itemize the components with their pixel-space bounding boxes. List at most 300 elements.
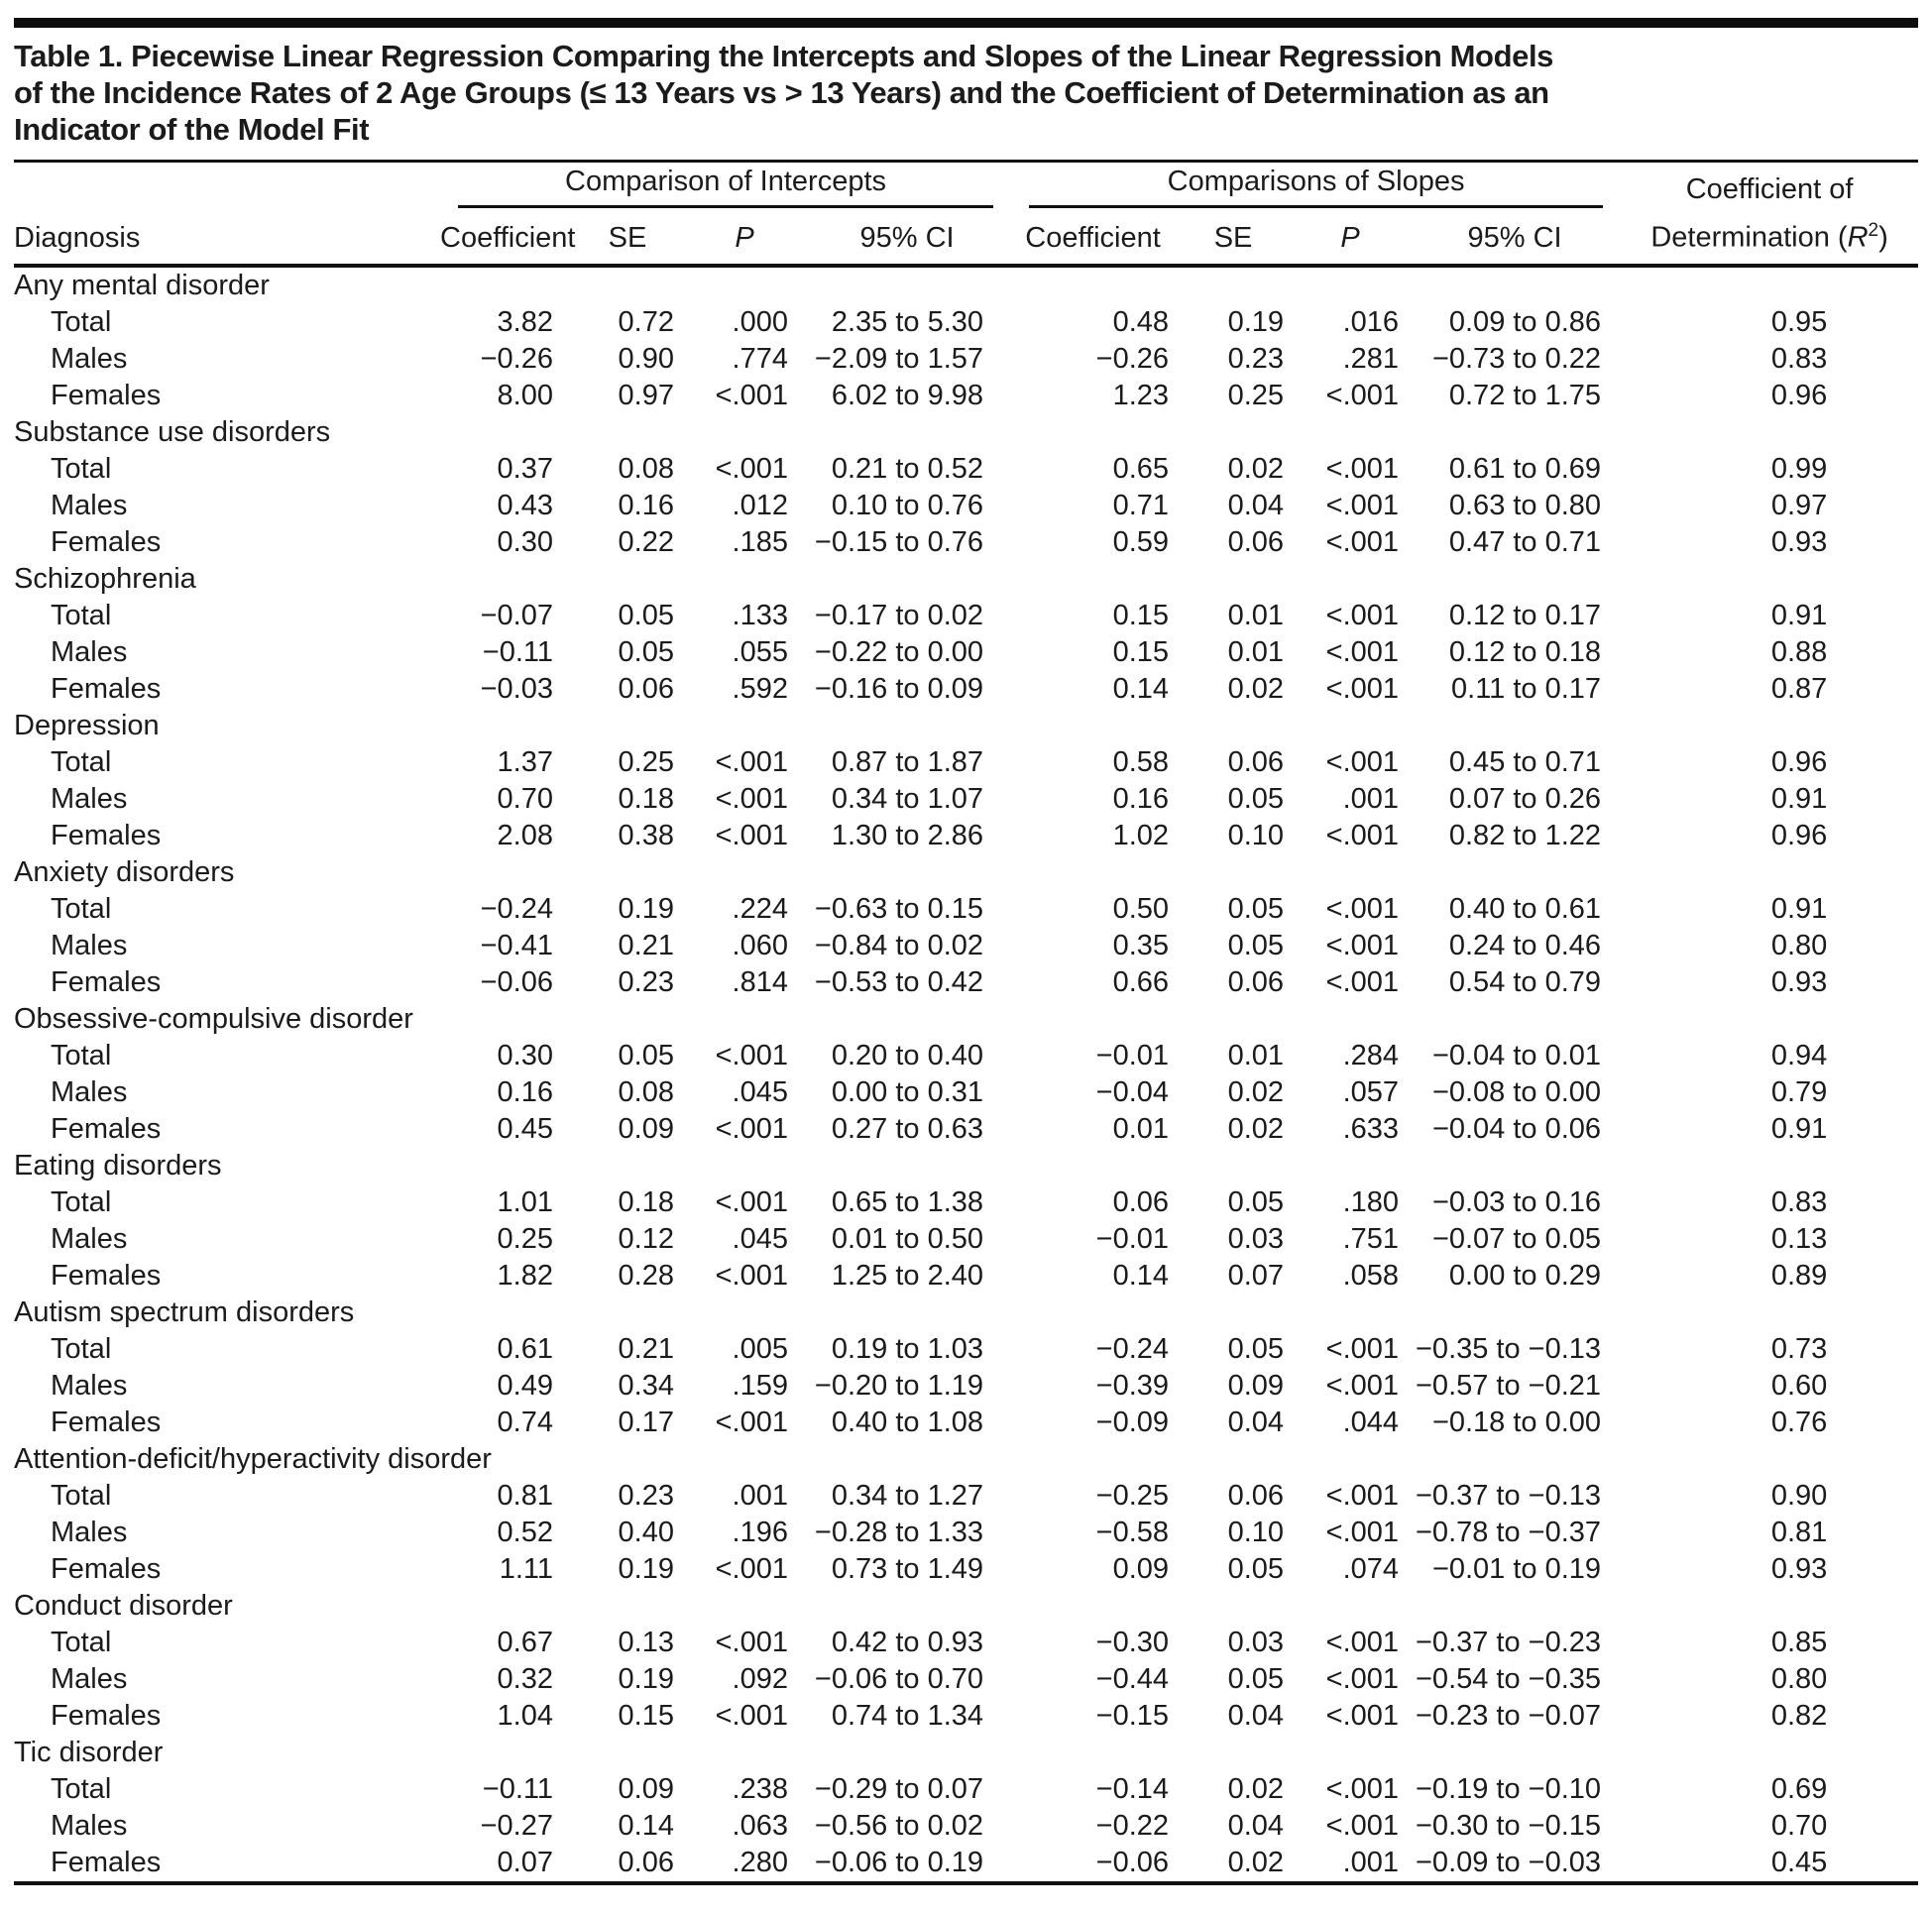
table-bottom-rule: [14, 1881, 1918, 1885]
diagnosis-group-label: Obsessive-compulsive disorder: [14, 1002, 413, 1035]
diagnosis-group-label: Attention-deficit/hyperactivity disorder: [14, 1442, 492, 1475]
slope-coefficient-cell: −0.14: [1095, 1772, 1170, 1805]
slope-ci-cell: −0.08 to 0.00: [1431, 1075, 1602, 1108]
slope-coefficient-cell: 0.15: [1112, 635, 1170, 668]
intercept-se-cell: 0.18: [618, 782, 674, 815]
intercept-ci-cell: −0.28 to 1.33: [814, 1516, 984, 1548]
slope-p-cell: .633: [1342, 1112, 1400, 1145]
r2-cell: 0.90: [1770, 1479, 1828, 1512]
table-row: [14, 1221, 1918, 1258]
intercept-se-cell: 0.05: [618, 599, 674, 631]
slope-coefficient-cell: 0.58: [1112, 745, 1170, 778]
slope-p-cell: <.001: [1325, 635, 1400, 668]
diagnosis-cell: Males: [51, 782, 128, 815]
r2-cell: 0.91: [1770, 599, 1828, 631]
diagnosis-cell: Females: [51, 965, 162, 998]
diagnosis-cell: Females: [51, 1406, 162, 1438]
slope-coefficient-cell: 1.02: [1112, 819, 1170, 851]
table-row: [14, 1368, 1918, 1405]
intercept-p-cell: .045: [732, 1222, 788, 1255]
slope-ci-header: 95% CI: [1409, 208, 1621, 266]
intercept-p-cell: <.001: [715, 745, 788, 778]
intercept-coefficient-cell: 2.08: [497, 819, 553, 851]
intercept-p-cell: <.001: [715, 1259, 788, 1292]
intercept-p-cell: .774: [732, 342, 788, 375]
diagnosis-cell: Males: [51, 489, 128, 521]
slope-ci-cell: −0.23 to −0.07: [1416, 1699, 1602, 1732]
diagnosis-group-row: [14, 1588, 1918, 1625]
slope-ci-cell: 0.12 to 0.18: [1448, 635, 1602, 668]
r2-header-bottom: [1621, 208, 1918, 266]
intercept-p-cell: <.001: [715, 1626, 788, 1658]
intercept-p-cell: .196: [732, 1516, 788, 1548]
slope-p-cell: <.001: [1325, 452, 1400, 485]
diagnosis-group-label: Depression: [14, 709, 160, 741]
intercepts-group-label: Comparison of Intercepts: [458, 165, 993, 208]
intercept-se-cell: 0.08: [618, 1075, 674, 1108]
slope-coefficient-cell: 0.65: [1112, 452, 1170, 485]
intercept-se-cell: 0.23: [618, 1479, 674, 1512]
intercept-se-cell: 0.06: [618, 672, 674, 705]
slope-p-cell: <.001: [1325, 1699, 1400, 1732]
slope-ci-cell: −0.04 to 0.01: [1431, 1039, 1602, 1071]
table-row: [14, 781, 1918, 818]
diagnosis-cell: Males: [51, 1222, 128, 1255]
r2-cell: 0.76: [1770, 1406, 1828, 1438]
diagnosis-cell: Females: [51, 1846, 162, 1878]
table-row: [14, 341, 1918, 378]
slope-se-cell: 0.02: [1227, 672, 1285, 705]
intercept-ci-cell: 2.35 to 5.30: [831, 305, 984, 338]
p-italic: P: [1340, 221, 1360, 254]
intercept-se-cell: 0.08: [618, 452, 674, 485]
intercept-p-cell: <.001: [715, 1699, 788, 1732]
slope-se-cell: 0.06: [1227, 525, 1285, 558]
intercept-coefficient-cell: −0.03: [480, 672, 553, 705]
intercept-ci-cell: 0.42 to 0.93: [831, 1626, 984, 1658]
table-row: [14, 891, 1918, 928]
intercept-ci-cell: 0.34 to 1.27: [831, 1479, 984, 1512]
slope-p-cell: <.001: [1325, 929, 1400, 961]
r2-cell: 0.95: [1770, 305, 1828, 338]
slope-se-cell: 0.03: [1227, 1222, 1285, 1255]
regression-table: [14, 165, 1918, 1881]
intercept-p-cell: <.001: [715, 1406, 788, 1438]
table-row: [14, 1771, 1918, 1808]
slope-coefficient-cell: 0.14: [1112, 1259, 1170, 1292]
intercept-p-cell: .592: [732, 672, 788, 705]
slope-ci-cell: 0.61 to 0.69: [1448, 452, 1602, 485]
intercept-p-cell: <.001: [715, 819, 788, 851]
r2-cell: 0.80: [1770, 1662, 1828, 1695]
table-row: [14, 1808, 1918, 1845]
slope-p-cell: <.001: [1325, 599, 1400, 631]
slope-coefficient-cell: 0.15: [1112, 599, 1170, 631]
slope-coefficient-cell: 0.16: [1112, 782, 1170, 815]
intercept-ci-cell: −0.15 to 0.76: [814, 525, 984, 558]
slope-ci-cell: 0.45 to 0.71: [1448, 745, 1602, 778]
slope-se-cell: 0.02: [1227, 1112, 1285, 1145]
diagnosis-cell: Females: [51, 672, 162, 705]
slope-p-cell: .074: [1342, 1552, 1400, 1585]
slope-p-cell: <.001: [1325, 745, 1400, 778]
intercept-se-header: SE: [569, 208, 686, 266]
intercept-p-cell: .001: [732, 1479, 788, 1512]
slope-coefficient-cell: −0.26: [1095, 342, 1170, 375]
intercept-ci-cell: −0.84 to 0.02: [814, 929, 984, 961]
slope-ci-cell: −0.30 to −0.15: [1416, 1809, 1602, 1842]
table-row: [14, 1478, 1918, 1515]
slope-p-cell: <.001: [1325, 1332, 1400, 1365]
table-row: [14, 1698, 1918, 1735]
intercept-se-cell: 0.05: [618, 635, 674, 668]
slope-p-cell: <.001: [1325, 819, 1400, 851]
slope-se-header: SE: [1175, 208, 1292, 266]
slope-se-cell: 0.05: [1227, 1185, 1285, 1218]
table-row: [14, 304, 1918, 341]
table-row: [14, 1184, 1918, 1221]
slope-ci-cell: −0.57 to −0.21: [1416, 1369, 1602, 1402]
r2-cell: 0.83: [1770, 1185, 1828, 1218]
slope-coefficient-cell: −0.39: [1095, 1369, 1170, 1402]
column-header-row: [14, 208, 1918, 266]
r2-cell: 0.87: [1770, 672, 1828, 705]
slope-ci-cell: −0.78 to −0.37: [1416, 1516, 1602, 1548]
title-rule: [14, 160, 1918, 163]
intercept-p-cell: <.001: [715, 782, 788, 815]
intercept-p-cell: <.001: [715, 1039, 788, 1071]
slope-coefficient-cell: −0.44: [1095, 1662, 1170, 1695]
intercept-se-cell: 0.23: [618, 965, 674, 998]
intercept-ci-cell: 0.65 to 1.38: [831, 1185, 984, 1218]
intercept-se-cell: 0.97: [618, 379, 674, 411]
intercept-p-cell: .280: [732, 1846, 788, 1878]
slope-se-cell: 0.23: [1227, 342, 1285, 375]
intercept-se-cell: 0.72: [618, 305, 674, 338]
diagnosis-cell: Males: [51, 1369, 128, 1402]
p-italic: P: [735, 221, 754, 254]
slope-p-cell: <.001: [1325, 1516, 1400, 1548]
intercept-se-cell: 0.05: [618, 1039, 674, 1071]
slope-p-cell: <.001: [1325, 525, 1400, 558]
diagnosis-group-row: [14, 1148, 1918, 1184]
intercept-p-cell: .224: [732, 892, 788, 925]
intercept-ci-cell: −0.17 to 0.02: [814, 599, 984, 631]
r2-cell: 0.82: [1770, 1699, 1828, 1732]
slope-coefficient-cell: −0.24: [1095, 1332, 1170, 1365]
intercept-coefficient-cell: 0.30: [497, 1039, 553, 1071]
intercept-coefficient-cell: 0.74: [497, 1406, 553, 1438]
diagnosis-group-label: Tic disorder: [14, 1736, 164, 1768]
r2-cell: 0.45: [1770, 1846, 1828, 1878]
r2-cell: 0.91: [1770, 892, 1828, 925]
intercept-se-cell: 0.09: [618, 1772, 674, 1805]
r2-cell: 0.91: [1770, 1112, 1828, 1145]
r2-cell: 0.94: [1770, 1039, 1828, 1071]
diagnosis-cell: Females: [51, 379, 162, 411]
slope-ci-cell: 0.11 to 0.17: [1451, 672, 1602, 705]
slope-p-cell: .016: [1342, 305, 1400, 338]
intercept-se-cell: 0.12: [618, 1222, 674, 1255]
intercept-p-cell: .005: [732, 1332, 788, 1365]
intercept-ci-header: 95% CI: [803, 208, 1011, 266]
intercept-coefficient-cell: −0.27: [480, 1809, 553, 1842]
intercept-ci-cell: −0.63 to 0.15: [814, 892, 984, 925]
diagnosis-cell: Males: [51, 342, 128, 375]
intercept-p-cell: <.001: [715, 1112, 788, 1145]
diagnosis-cell: Males: [51, 1809, 128, 1842]
intercept-coefficient-cell: 1.01: [497, 1185, 553, 1218]
diagnosis-cell: Total: [51, 745, 112, 778]
diagnosis-cell: Males: [51, 635, 128, 668]
r2-cell: 0.97: [1770, 489, 1828, 521]
diagnosis-group-row: [14, 854, 1918, 891]
diagnosis-column-header: Diagnosis: [14, 208, 440, 266]
intercept-ci-cell: −0.56 to 0.02: [814, 1809, 984, 1842]
slope-p-cell: <.001: [1325, 1479, 1400, 1512]
slope-ci-cell: 0.24 to 0.46: [1448, 929, 1602, 961]
table-row: [14, 488, 1918, 524]
slope-se-cell: 0.06: [1227, 745, 1285, 778]
intercept-coefficient-cell: 0.52: [497, 1516, 553, 1548]
slope-se-cell: 0.04: [1227, 1406, 1285, 1438]
slope-se-cell: 0.04: [1227, 1809, 1285, 1842]
slope-se-cell: 0.09: [1227, 1369, 1285, 1402]
slope-p-cell: .284: [1342, 1039, 1400, 1071]
diagnosis-cell: Total: [51, 599, 112, 631]
intercept-se-cell: 0.14: [618, 1809, 674, 1842]
intercept-coefficient-cell: 0.30: [497, 525, 553, 558]
slope-coefficient-cell: −0.30: [1095, 1626, 1170, 1658]
r2-superscript: 2: [1868, 220, 1879, 241]
diagnosis-cell: Females: [51, 1552, 162, 1585]
diagnosis-group-label: Eating disorders: [14, 1149, 222, 1182]
slope-ci-cell: −0.03 to 0.16: [1431, 1185, 1602, 1218]
intercept-p-cell: .060: [732, 929, 788, 961]
intercept-coefficient-cell: −0.41: [480, 929, 553, 961]
slope-se-cell: 0.02: [1227, 1075, 1285, 1108]
diagnosis-group-row: [14, 708, 1918, 744]
table-row: [14, 928, 1918, 964]
slope-ci-cell: −0.01 to 0.19: [1431, 1552, 1602, 1585]
diagnosis-cell: Total: [51, 305, 112, 338]
diagnosis-group-label: Schizophrenia: [14, 562, 196, 595]
table-row: [14, 964, 1918, 1001]
diagnosis-cell: Total: [51, 1039, 112, 1071]
intercept-p-cell: .133: [732, 599, 788, 631]
intercept-coefficient-cell: 1.82: [497, 1259, 553, 1292]
intercept-coefficient-cell: −0.07: [480, 599, 553, 631]
intercept-ci-cell: 0.27 to 0.63: [831, 1112, 984, 1145]
intercept-coefficient-cell: 0.43: [497, 489, 553, 521]
slope-p-cell: <.001: [1325, 489, 1400, 521]
table-row: [14, 524, 1918, 561]
table-row: [14, 1551, 1918, 1588]
slope-coefficient-cell: 1.23: [1112, 379, 1170, 411]
intercept-se-cell: 0.19: [618, 1662, 674, 1695]
r2-cell: 0.93: [1770, 965, 1828, 998]
slope-ci-cell: −0.04 to 0.06: [1431, 1112, 1602, 1145]
intercept-se-cell: 0.19: [618, 892, 674, 925]
diagnosis-cell: Males: [51, 1516, 128, 1548]
slope-p-cell: <.001: [1325, 1772, 1400, 1805]
slope-se-cell: 0.02: [1227, 1772, 1285, 1805]
slope-p-cell: .001: [1342, 782, 1400, 815]
diagnosis-cell: Total: [51, 892, 112, 925]
slope-se-cell: 0.01: [1227, 1039, 1285, 1071]
slope-coefficient-cell: −0.09: [1095, 1406, 1170, 1438]
diagnosis-cell: Males: [51, 929, 128, 961]
slope-se-cell: 0.02: [1227, 452, 1285, 485]
slope-se-cell: 0.04: [1227, 489, 1285, 521]
diagnosis-cell: Males: [51, 1662, 128, 1695]
intercept-se-cell: 0.16: [618, 489, 674, 521]
slope-se-cell: 0.05: [1227, 892, 1285, 925]
table-title: Table 1. Piecewise Linear Regression Comparing the Intercepts and Slopes of the Linear Regression Models of the Incidence Rates of 2 Age Groups (≤ 13 Years vs > 13 Years) and the Coefficient of Determination as an Indicator of the Model Fit: [14, 39, 1554, 147]
table-row: [14, 1258, 1918, 1295]
intercept-ci-cell: −0.16 to 0.09: [814, 672, 984, 705]
slope-ci-cell: −0.73 to 0.22: [1431, 342, 1602, 375]
table-row: [14, 1331, 1918, 1368]
intercept-ci-cell: 0.00 to 0.31: [831, 1075, 984, 1108]
intercept-se-cell: 0.09: [618, 1112, 674, 1145]
intercept-ci-cell: −0.22 to 0.00: [814, 635, 984, 668]
diagnosis-group-row: [14, 414, 1918, 451]
diagnosis-group-label: Autism spectrum disorders: [14, 1295, 355, 1328]
diagnosis-cell: Females: [51, 525, 162, 558]
slope-ci-cell: −0.07 to 0.05: [1431, 1222, 1602, 1255]
diagnosis-group-row: [14, 1295, 1918, 1331]
slope-ci-cell: 0.54 to 0.79: [1448, 965, 1602, 998]
slope-ci-cell: −0.37 to −0.23: [1416, 1626, 1602, 1658]
intercept-coefficient-cell: 8.00: [497, 379, 553, 411]
intercept-coefficient-cell: −0.06: [480, 965, 553, 998]
slope-p-cell: <.001: [1325, 892, 1400, 925]
intercept-se-cell: 0.34: [618, 1369, 674, 1402]
r2-cell: 0.99: [1770, 452, 1828, 485]
slope-p-cell: .751: [1342, 1222, 1400, 1255]
slope-p-cell: <.001: [1325, 379, 1400, 411]
slope-ci-cell: −0.18 to 0.00: [1431, 1406, 1602, 1438]
slope-se-cell: 0.01: [1227, 599, 1285, 631]
intercept-coefficient-cell: −0.24: [480, 892, 553, 925]
slope-se-cell: 0.10: [1227, 1516, 1285, 1548]
slope-coefficient-header: Coefficient: [1011, 208, 1175, 266]
slope-ci-cell: 0.82 to 1.22: [1448, 819, 1602, 851]
slopes-group-label: Comparisons of Slopes: [1029, 165, 1603, 208]
intercept-ci-cell: −2.09 to 1.57: [814, 342, 984, 375]
slope-coefficient-cell: 0.09: [1112, 1552, 1170, 1585]
intercept-ci-cell: −0.20 to 1.19: [814, 1369, 984, 1402]
slope-coefficient-cell: 0.71: [1112, 489, 1170, 521]
intercept-se-cell: 0.18: [618, 1185, 674, 1218]
intercept-p-header: [686, 208, 803, 266]
table-row: [14, 744, 1918, 781]
intercept-p-cell: .159: [732, 1369, 788, 1402]
r2-cell: 0.93: [1770, 525, 1828, 558]
r2-cell: 0.89: [1770, 1259, 1828, 1292]
top-divider-bar: [14, 18, 1918, 28]
r2-cell: 0.93: [1770, 1552, 1828, 1585]
intercept-coefficient-cell: 0.07: [497, 1846, 553, 1878]
slope-p-cell: <.001: [1325, 1626, 1400, 1658]
intercept-p-cell: .012: [732, 489, 788, 521]
intercept-coefficient-cell: 0.37: [497, 452, 553, 485]
intercept-coefficient-cell: 0.32: [497, 1662, 553, 1695]
slope-se-cell: 0.06: [1227, 1479, 1285, 1512]
slope-coefficient-cell: −0.01: [1095, 1039, 1170, 1071]
r2-cell: 0.69: [1770, 1772, 1828, 1805]
slope-ci-cell: 0.12 to 0.17: [1448, 599, 1602, 631]
intercept-p-cell: .045: [732, 1075, 788, 1108]
diagnosis-header-spacer: [14, 165, 440, 208]
slope-se-cell: 0.05: [1227, 782, 1285, 815]
intercept-coefficient-cell: 0.49: [497, 1369, 553, 1402]
intercept-ci-cell: 6.02 to 9.98: [831, 379, 984, 411]
r2-header-line1: Coefficient of: [1685, 173, 1854, 205]
intercept-ci-cell: −0.29 to 0.07: [814, 1772, 984, 1805]
intercept-p-cell: .000: [732, 305, 788, 338]
slope-p-cell: .281: [1342, 342, 1400, 375]
slope-se-cell: 0.19: [1227, 305, 1285, 338]
diagnosis-cell: Total: [51, 1626, 112, 1658]
slope-se-cell: 0.06: [1227, 965, 1285, 998]
slope-p-cell: <.001: [1325, 672, 1400, 705]
group-header-row: [14, 165, 1918, 208]
r2-cell: 0.60: [1770, 1369, 1828, 1402]
diagnosis-group-label: Anxiety disorders: [14, 855, 235, 888]
table-row: [14, 1661, 1918, 1698]
slope-se-cell: 0.05: [1227, 1552, 1285, 1585]
slope-coefficient-cell: 0.59: [1112, 525, 1170, 558]
intercept-coefficient-cell: −0.11: [482, 1772, 553, 1805]
r2-text-post: ): [1878, 221, 1888, 254]
slope-coefficient-cell: −0.25: [1095, 1479, 1170, 1512]
table-row: [14, 1625, 1918, 1661]
slope-ci-cell: 0.63 to 0.80: [1448, 489, 1602, 521]
slope-se-cell: 0.25: [1227, 379, 1285, 411]
diagnosis-cell: Females: [51, 1112, 162, 1145]
intercept-p-cell: .238: [732, 1772, 788, 1805]
intercept-ci-cell: 0.01 to 0.50: [831, 1222, 984, 1255]
intercept-coefficient-cell: 0.61: [497, 1332, 553, 1365]
slope-ci-cell: −0.35 to −0.13: [1416, 1332, 1602, 1365]
intercept-se-cell: 0.90: [618, 342, 674, 375]
table-row: [14, 1111, 1918, 1148]
intercept-se-cell: 0.22: [618, 525, 674, 558]
slope-ci-cell: 0.47 to 0.71: [1448, 525, 1602, 558]
intercept-ci-cell: 0.73 to 1.49: [831, 1552, 984, 1585]
slope-coefficient-cell: −0.04: [1095, 1075, 1170, 1108]
slope-ci-cell: −0.54 to −0.35: [1416, 1662, 1602, 1695]
intercept-se-cell: 0.06: [618, 1846, 674, 1878]
diagnosis-cell: Females: [51, 1259, 162, 1292]
slope-coefficient-cell: −0.01: [1095, 1222, 1170, 1255]
intercept-ci-cell: −0.06 to 0.70: [814, 1662, 984, 1695]
slope-coefficient-cell: 0.14: [1112, 672, 1170, 705]
r2-cell: 0.79: [1770, 1075, 1828, 1108]
r2-text-pre: Determination (: [1650, 221, 1848, 254]
diagnosis-cell: Total: [51, 452, 112, 485]
r2-cell: 0.88: [1770, 635, 1828, 668]
slopes-group-header: [1011, 165, 1621, 208]
intercept-se-cell: 0.38: [618, 819, 674, 851]
diagnosis-cell: Total: [51, 1772, 112, 1805]
intercept-coefficient-cell: −0.26: [480, 342, 553, 375]
slope-ci-cell: −0.09 to −0.03: [1416, 1846, 1602, 1878]
table-row: [14, 818, 1918, 854]
intercept-coefficient-cell: 3.82: [497, 305, 553, 338]
